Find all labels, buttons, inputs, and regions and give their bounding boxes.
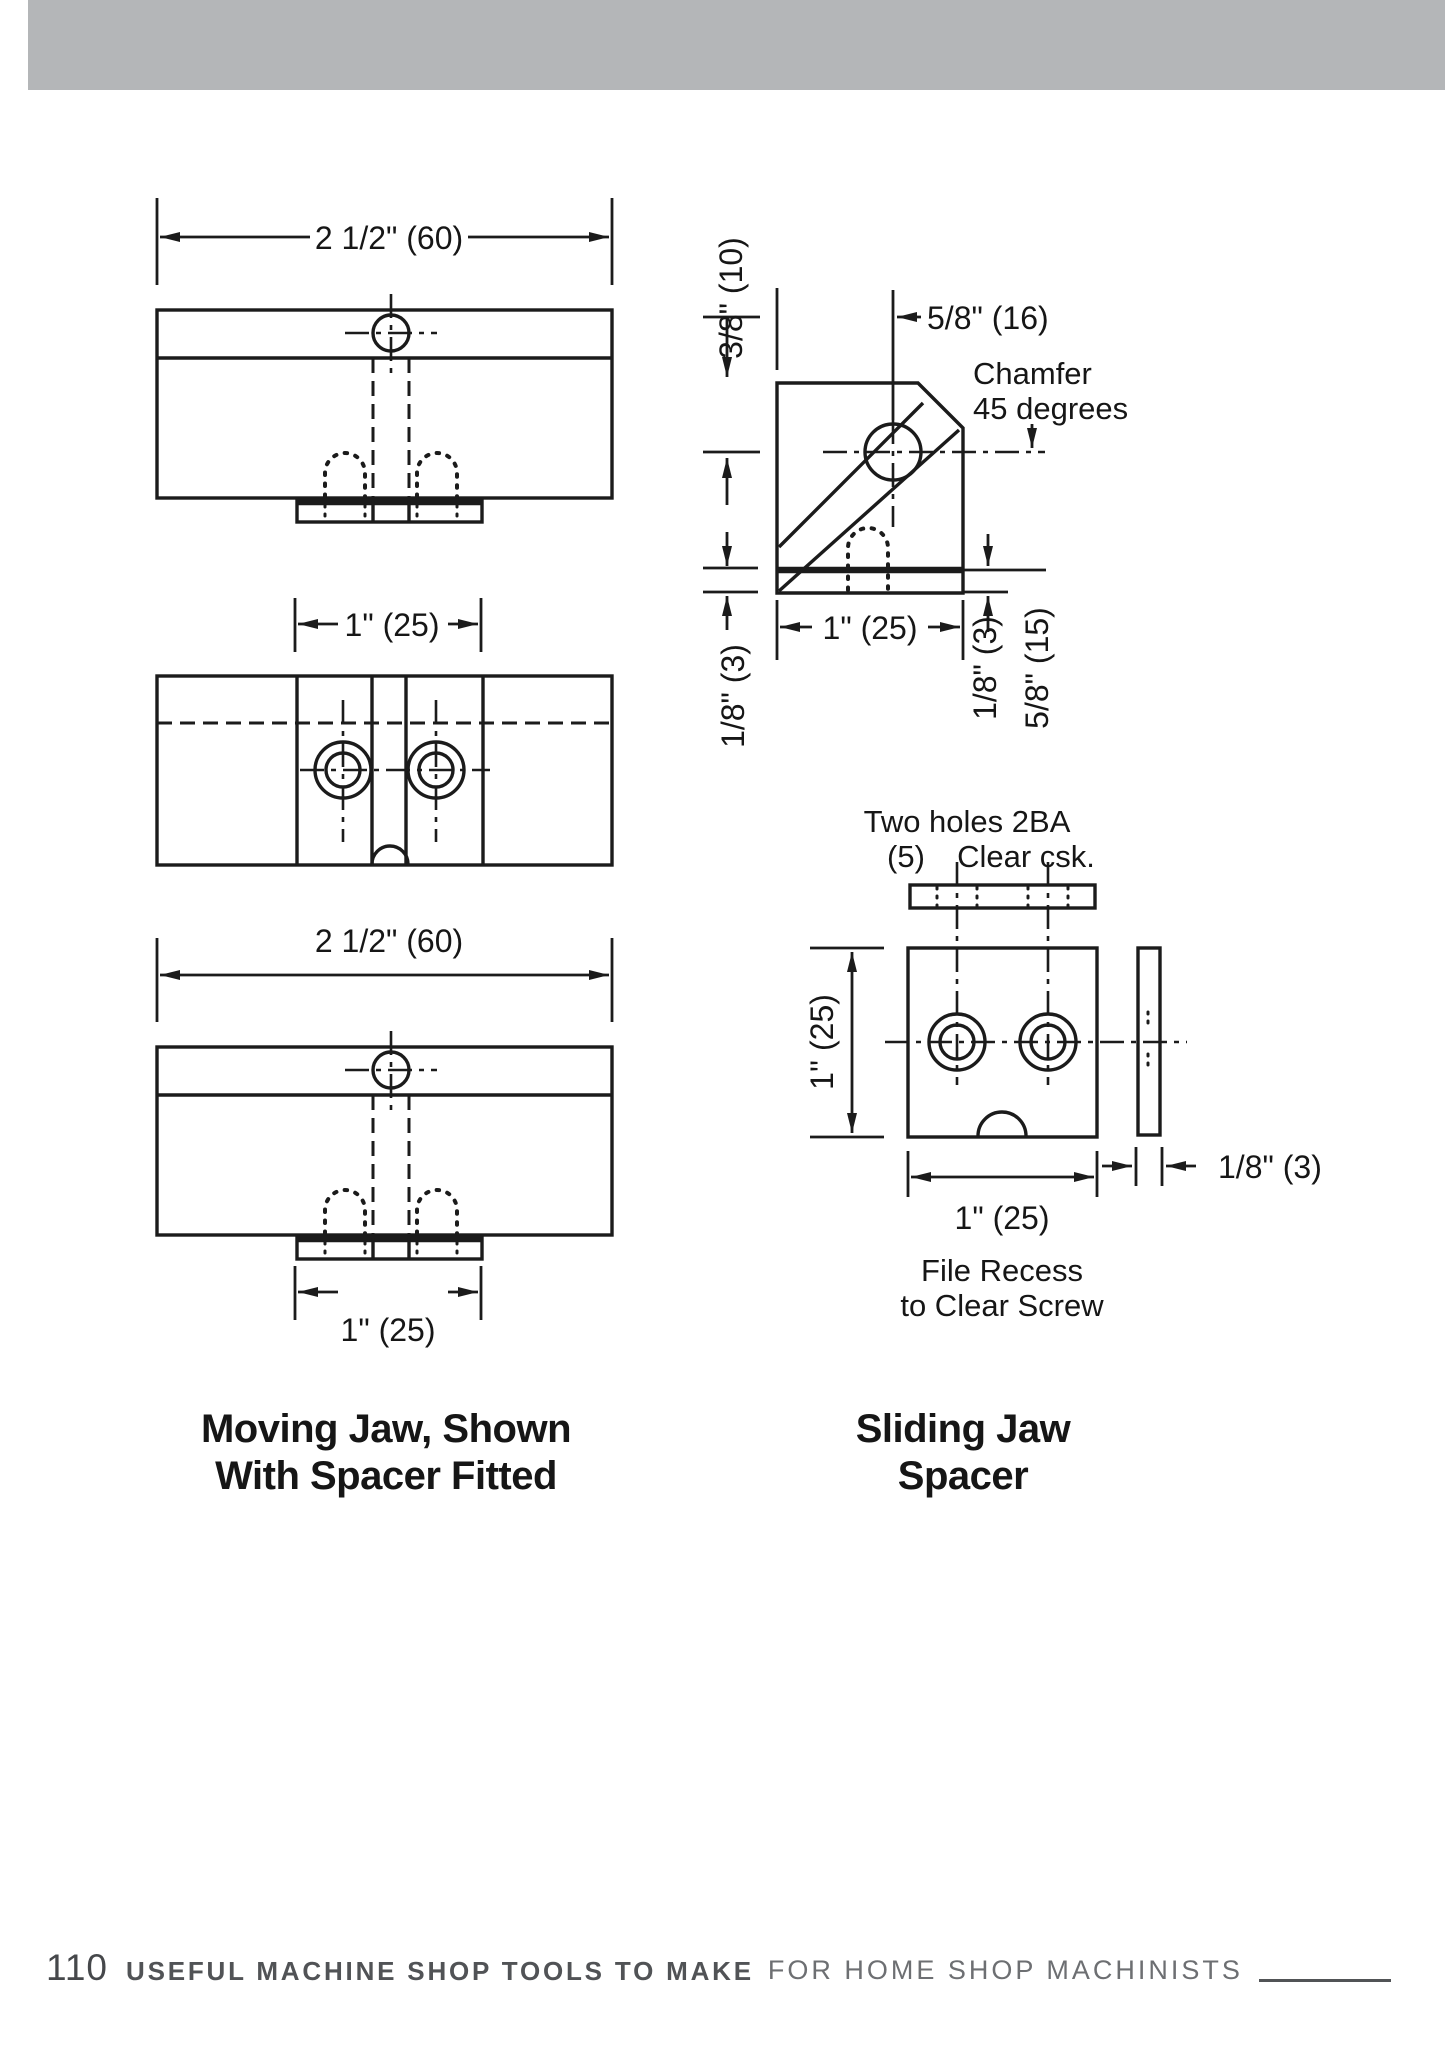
sliding-jaw-side-view bbox=[703, 237, 1128, 748]
dim-spacer-width-bottom: 1" (25) bbox=[340, 1312, 436, 1348]
figure-captions bbox=[201, 1407, 1072, 1498]
moving-jaw-caption-line1: Moving Jaw, Shown bbox=[200, 1407, 572, 1451]
dim-sliding-jaw-width: 1" (25) bbox=[822, 610, 918, 646]
chamfer-note-line2: 45 degrees bbox=[973, 391, 1129, 426]
chamfer-note-line1: Chamfer bbox=[973, 356, 1092, 391]
dim-spacer-front-width: 1" (25) bbox=[954, 1200, 1050, 1236]
footer-title-light: FOR HOME SHOP MACHINISTS bbox=[767, 1955, 1243, 1986]
hidden-screw-hole bbox=[325, 1190, 365, 1234]
jaw-body-outline bbox=[157, 310, 612, 498]
hidden-screw-hole bbox=[325, 453, 365, 497]
jaw-body-outline bbox=[157, 1047, 612, 1235]
dim-spacer-width-mid: 1" (25) bbox=[344, 607, 440, 643]
dim-spacer-right: 1/8" (3) bbox=[967, 616, 1003, 720]
jaw-front-outline bbox=[157, 676, 612, 865]
holes-note-line1: Two holes 2BA bbox=[863, 804, 1071, 839]
recess-note-line2: to Clear Screw bbox=[900, 1288, 1104, 1323]
sliding-jaw-caption-line1: Sliding Jaw bbox=[855, 1407, 1071, 1451]
dim-spacer-height: 1'' (25) bbox=[804, 994, 840, 1090]
sliding-jaw-caption-line2: Spacer bbox=[897, 1454, 1029, 1498]
moving-jaw-side-view-bottom bbox=[157, 923, 612, 1348]
hidden-screw-hole bbox=[848, 528, 888, 590]
dim-hole-to-base: 5/8" (15) bbox=[1019, 607, 1055, 729]
sliding-jaw-spacer-views bbox=[804, 804, 1322, 1323]
file-recess-notch bbox=[372, 846, 408, 864]
recess-note-line1: File Recess bbox=[921, 1253, 1083, 1288]
page-number: 110 bbox=[46, 1947, 108, 1988]
dim-edge-to-hole: 5/8" (16) bbox=[927, 300, 1049, 336]
page-footer bbox=[46, 1942, 1391, 1986]
dim-top-to-hole: 3/8" (10) bbox=[713, 237, 749, 359]
hidden-screw-hole bbox=[417, 1190, 457, 1234]
dim-jaw-width-bottom: 2 1/2" (60) bbox=[314, 923, 464, 959]
holes-note-csk: Clear csk. bbox=[957, 839, 1095, 874]
spacer-width-dimension-mid bbox=[295, 598, 481, 652]
footer-rule bbox=[1259, 1979, 1391, 1982]
sliding-jaw-outline bbox=[777, 383, 963, 593]
moving-jaw-caption-line2: With Spacer Fitted bbox=[215, 1454, 557, 1498]
hidden-screw-hole bbox=[417, 453, 457, 497]
dim-spacer-left: 1/8" (3) bbox=[715, 644, 751, 748]
moving-jaw-side-view-top bbox=[157, 198, 612, 522]
file-recess-notch bbox=[978, 1112, 1026, 1136]
dim-spacer-thickness: 1/8" (3) bbox=[1218, 1149, 1322, 1185]
dim-jaw-width-top: 2 1/2" (60) bbox=[314, 220, 464, 256]
holes-note-dia: (5) bbox=[887, 839, 925, 874]
footer-title-bold: USEFUL MACHINE SHOP TOOLS TO MAKE bbox=[126, 1956, 754, 1987]
moving-jaw-front-view bbox=[157, 676, 612, 865]
